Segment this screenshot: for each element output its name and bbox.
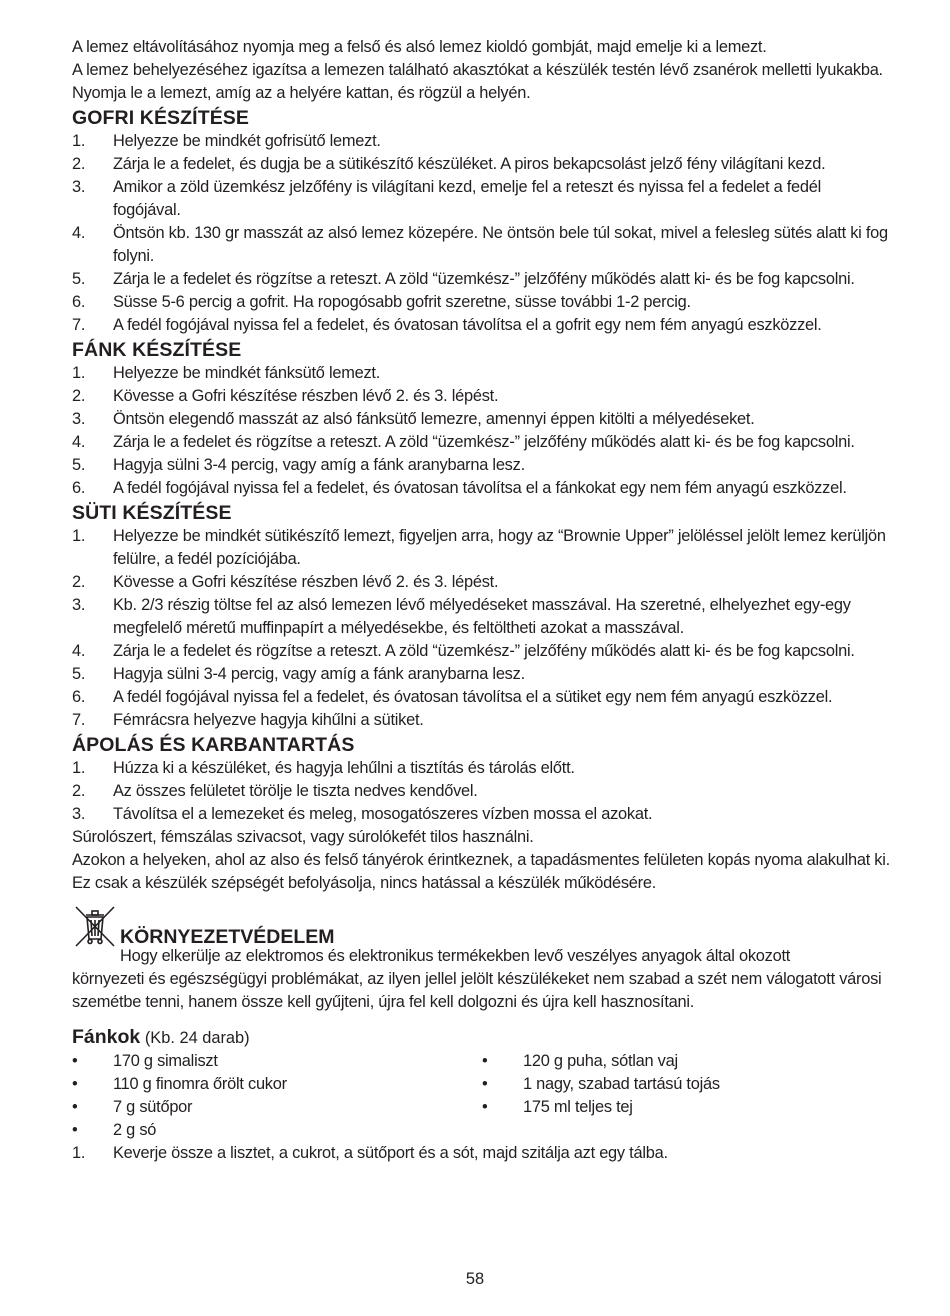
step-text: Helyezze be mindkét sütikészítő lemezt, figyeljen arra, hogy az “Brownie Upper” jelöléssel jelölt lemez kerüljön felülre, a fedél pozíciójába.	[113, 527, 886, 568]
page-number: 58	[465, 1270, 485, 1288]
step-number: 5.	[72, 270, 86, 288]
step-text: Hagyja sülni 3-4 percig, vagy amíg a fánk aranybarna lesz.	[113, 665, 525, 683]
step-number: 3.	[72, 805, 86, 823]
section-heading-cookie: SÜTI KÉSZÍTÉSE	[72, 502, 232, 524]
step-number: 6.	[72, 293, 86, 311]
list-item	[72, 803, 892, 826]
step-text: Zárja le a fedelet és rögzítse a reteszt. A zöld “üzemkész-” jelzőfény működés alatt ki- és be fog kapcsolni.	[113, 270, 855, 288]
list-item	[72, 1096, 482, 1119]
step-number: 3.	[72, 596, 86, 614]
ingredient: 7 g sütőpor	[113, 1098, 193, 1116]
step-text: Kövesse a Gofri készítése részben lévő 2. és 3. lépést.	[113, 573, 499, 591]
list-item	[72, 130, 892, 153]
step-number: 4.	[72, 642, 86, 660]
step-number: 1.	[72, 527, 86, 545]
step-text: Kövesse a Gofri készítése részben lévő 2. és 3. lépést.	[113, 387, 499, 405]
section-heading-maintenance: ÁPOLÁS ÉS KARBANTARTÁS	[72, 734, 355, 756]
step-text: Az összes felületet törölje le tiszta nedves kendővel.	[113, 782, 478, 800]
step-text: A fedél fogójával nyissa fel a fedelet, és óvatosan távolítsa el a sütiket egy nem fém anyagú eszközzel.	[113, 688, 833, 706]
list-item	[72, 1119, 482, 1142]
list-item	[72, 385, 892, 408]
recipe-title: Fánkok	[72, 1026, 141, 1048]
list-item	[72, 525, 892, 571]
step-text: Zárja le a fedelet és rögzítse a reteszt. A zöld “üzemkész-” jelzőfény működés alatt ki- és be fog kapcsolni.	[113, 642, 855, 660]
list-item	[72, 640, 892, 663]
list-item	[482, 1073, 892, 1096]
list-item	[72, 1073, 482, 1096]
list-item	[72, 594, 892, 640]
step-number: 1.	[72, 364, 86, 382]
step-text: Helyezze be mindkét fánksütő lemezt.	[113, 364, 381, 382]
step-number: 2.	[72, 782, 86, 800]
section-heading-donut: FÁNK KÉSZÍTÉSE	[72, 339, 242, 361]
step-text: Kb. 2/3 részig töltse fel az alsó lemezen lévő mélyedéseket masszával. Ha szeretné, elhelyezhet egy-egy megfelelő méretű muffinpapírt a mélyedésekbe, és feltöltheti azokat a masszával.	[113, 596, 851, 637]
step-number: 2.	[72, 573, 86, 591]
ingredient: 1 nagy, szabad tartású tojás	[523, 1075, 720, 1093]
step-number: 4.	[72, 224, 86, 242]
bullet-mark: •	[482, 1075, 488, 1093]
list-item	[72, 153, 892, 176]
environment-text-first-line: Hogy elkerülje az elektromos és elektronikus termékekben levő veszélyes anyagok által okozott	[120, 947, 791, 965]
step-number: 4.	[72, 433, 86, 451]
bullet-mark: •	[72, 1052, 78, 1070]
intro-paragraph-1: A lemez eltávolításához nyomja meg a felső és alsó lemez kioldó gombját, majd emelje ki a lemezt.	[72, 38, 767, 56]
step-number: 6.	[72, 688, 86, 706]
list-item	[72, 454, 892, 477]
list-item	[72, 314, 892, 337]
step-text: Zárja le a fedelet, és dugja be a sütikészítő készüléket. A piros bekapcsolást jelző fény világítani kezd.	[113, 155, 826, 173]
step-text: Öntsön kb. 130 gr masszát az alsó lemez közepére. Ne öntsön bele túl sokat, mivel a felesleg sütés alatt ki fog folyni.	[113, 224, 888, 265]
environment-heading-row	[72, 903, 892, 949]
step-number: 1.	[72, 132, 86, 150]
step-text: Távolítsa el a lemezeket és meleg, mosogatószeres vízben mossa el azokat.	[113, 805, 653, 823]
ingredient: 110 g finomra őrölt cukor	[113, 1075, 287, 1093]
ingredient: 120 g puha, sótlan vaj	[523, 1052, 678, 1070]
step-number: 3.	[72, 178, 86, 196]
step-text: Amikor a zöld üzemkész jelzőfény is világítani kezd, emelje fel a reteszt és nyissa fel a fedelet a fedél fogójával.	[113, 178, 822, 219]
list-item	[72, 757, 892, 780]
list-item	[72, 1142, 892, 1165]
list-item	[72, 571, 892, 594]
step-text: Keverje össze a lisztet, a cukrot, a sütőport és a sót, majd szitálja azt egy tálba.	[113, 1144, 668, 1162]
step-number: 7.	[72, 711, 86, 729]
step-text: Fémrácsra helyezve hagyja kihűlni a sütiket.	[113, 711, 424, 729]
ingredient: 175 ml teljes tej	[523, 1098, 633, 1116]
list-item	[72, 663, 892, 686]
recipe-heading	[72, 1026, 892, 1050]
environment-title: KÖRNYEZETVÉDELEM	[120, 926, 335, 948]
bullet-mark: •	[72, 1075, 78, 1093]
step-number: 6.	[72, 479, 86, 497]
bullet-mark: •	[72, 1121, 78, 1139]
step-number: 2.	[72, 387, 86, 405]
environment-text: környezeti és egészségügyi problémákat, az ilyen jellel jelölt készülékeket nem szabad a szét nem válogatott városi szemétbe tenni, hanem össze kell gyűjteni, újra fel kell dolgozni és újra kell hasznosítani.	[72, 970, 882, 1011]
list-item	[72, 408, 892, 431]
ingredients-list	[72, 1050, 892, 1142]
step-text: Süsse 5-6 percig a gofrit. Ha ropogósabb gofrit szeretne, süsse további 1-2 percig.	[113, 293, 691, 311]
document-page	[72, 36, 892, 1165]
intro-paragraph-2: A lemez behelyezéséhez igazítsa a lemezen található akasztókat a készülék testén lévő zsanérok melletti lyukakba. Nyomja le a lemezt, amíg az a helyére kattan, és rögzül a helyén.	[72, 61, 883, 102]
step-text: A fedél fogójával nyissa fel a fedelet, és óvatosan távolítsa el a gofrit egy nem fém anyagú eszközzel.	[113, 316, 822, 334]
ingredients-left-column	[72, 1050, 482, 1142]
recipe-subtitle: (Kb. 24 darab)	[140, 1029, 250, 1047]
maintenance-note-1: Súrolószert, fémszálas szivacsot, vagy súrolókefét tilos használni.	[72, 828, 534, 846]
list-item	[72, 780, 892, 803]
crossed-out-wheelie-bin-icon	[72, 903, 118, 949]
list-item	[72, 176, 892, 222]
ingredient: 2 g só	[113, 1121, 157, 1139]
step-text: Zárja le a fedelet és rögzítse a reteszt. A zöld “üzemkész-” jelzőfény működés alatt ki- és be fog kapcsolni.	[113, 433, 855, 451]
maintenance-note-2: Azokon a helyeken, ahol az also és felső tányérok érintkeznek, a tapadásmentes felületen kopás nyoma alakulhat ki. Ez csak a készülék szépségét befolyásolja, nincs hatással a készülék működésére.	[72, 851, 890, 892]
step-text: A fedél fogójával nyissa fel a fedelet, és óvatosan távolítsa el a fánkokat egy nem fém anyagú eszközzel.	[113, 479, 847, 497]
bullet-mark: •	[482, 1098, 488, 1116]
list-item	[72, 477, 892, 500]
step-number: 5.	[72, 456, 86, 474]
step-number: 1.	[72, 1144, 86, 1162]
list-item	[72, 222, 892, 268]
step-text: Helyezze be mindkét gofrisütő lemezt.	[113, 132, 381, 150]
step-text: Hagyja sülni 3-4 percig, vagy amíg a fánk aranybarna lesz.	[113, 456, 525, 474]
step-number: 1.	[72, 759, 86, 777]
step-text: Öntsön elegendő masszát az alsó fánksütő lemezre, amennyi éppen kitölti a mélyedéseket.	[113, 410, 755, 428]
list-item	[482, 1096, 892, 1119]
list-item	[482, 1050, 892, 1073]
list-item	[72, 686, 892, 709]
ingredient: 170 g simaliszt	[113, 1052, 218, 1070]
bullet-mark: •	[482, 1052, 488, 1070]
bullet-mark: •	[72, 1098, 78, 1116]
step-text: Húzza ki a készüléket, és hagyja lehűlni a tisztítás és tárolás előtt.	[113, 759, 575, 777]
list-item	[72, 709, 892, 732]
step-number: 7.	[72, 316, 86, 334]
section-heading-waffle: GOFRI KÉSZÍTÉSE	[72, 107, 250, 129]
list-item	[72, 268, 892, 291]
list-item	[72, 291, 892, 314]
step-number: 5.	[72, 665, 86, 683]
list-item	[72, 1050, 482, 1073]
step-number: 2.	[72, 155, 86, 173]
step-number: 3.	[72, 410, 86, 428]
list-item	[72, 362, 892, 385]
list-item	[72, 431, 892, 454]
ingredients-right-column	[482, 1050, 892, 1142]
